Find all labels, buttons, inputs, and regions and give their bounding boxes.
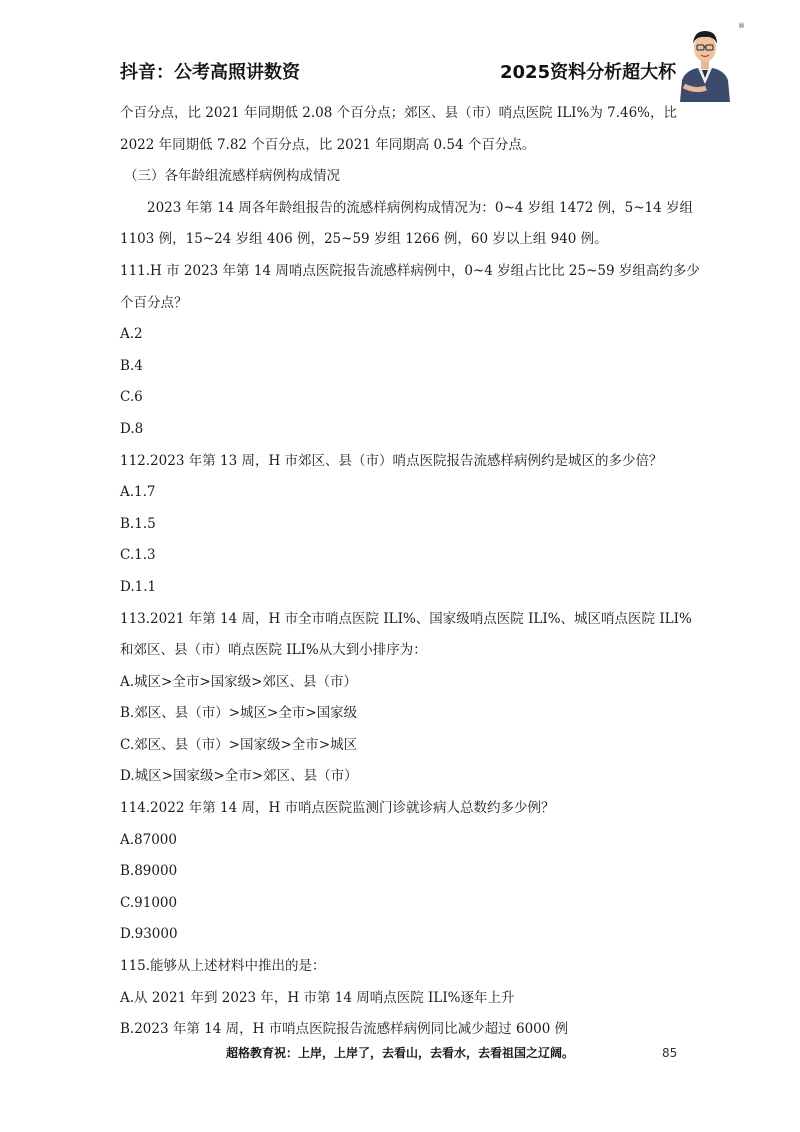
question-114-stem: 114.2022 年第 14 周，H 市哨点医院监测门诊就诊病人总数约多少例？: [120, 800, 555, 817]
paragraph-line-1: 2023 年第 14 周各年龄组报告的流感样病例构成情况为：0~4 岁组 1472 例，5~14 岁组: [147, 199, 693, 216]
page-header: [0, 0, 800, 110]
question-112-option-c: C.1.3: [120, 547, 156, 564]
question-115-option-b: B.2023 年第 14 周，H 市哨点医院报告流感样病例同比减少超过 6000 例: [120, 1021, 569, 1038]
question-114-option-a: A.87000: [120, 831, 177, 848]
question-115-stem: 115.能够从上述材料中推出的是：: [120, 958, 326, 975]
question-112-stem: 112.2023 年第 13 周，H 市郊区、县（市）哨点医院报告流感样病例约是城区的多少倍？: [120, 452, 663, 469]
question-111-stem-2: 个百分点？: [120, 294, 188, 311]
question-113-option-d: D.城区>国家级>全市>郊区、县（市）: [120, 768, 358, 785]
question-111-option-b: B.4: [120, 357, 143, 374]
paragraph-line-2: 1103 例，15~24 岁组 406 例，25~59 岁组 1266 例，60 岁以上组 940 例。: [120, 231, 608, 248]
question-111-option-d: D.8: [120, 420, 144, 437]
footer-motto: 超格教育祝：上岸，上岸了，去看山，去看水，去看祖国之辽阔。: [225, 1046, 574, 1060]
question-112-option-a: A.1.7: [120, 484, 156, 501]
question-113-option-a: A.城区>全市>国家级>郊区、县（市）: [120, 673, 357, 690]
question-111-option-c: C.6: [120, 389, 143, 406]
question-115-option-a: A.从 2021 年到 2023 年，H 市第 14 周哨点医院 ILI%逐年上升: [120, 989, 515, 1006]
question-114-option-c: C.91000: [120, 894, 178, 911]
question-111-option-a: A.2: [120, 326, 143, 343]
question-113-option-c: C.郊区、县（市）>国家级>全市>城区: [120, 736, 358, 753]
question-111-stem-1: 111.H 市 2023 年第 14 周哨点医院报告流感样病例中，0~4 岁组占比比 25~59 岁组高约多少: [120, 262, 700, 279]
question-114-option-d: D.93000: [120, 926, 178, 943]
question-112-option-b: B.1.5: [120, 515, 156, 532]
header-right-title: 2025资料分析超大杯: [500, 62, 677, 83]
question-114-option-b: B.89000: [120, 863, 178, 880]
question-113-stem-2: 和郊区、县（市）哨点医院 ILI%从大到小排序为：: [120, 642, 427, 659]
question-113-stem-1: 113.2021 年第 14 周，H 市全市哨点医院 ILI%、国家级哨点医院 ILI%、城区哨点医院 ILI%: [120, 610, 692, 627]
page-number: 85: [662, 1046, 678, 1060]
trademark-symbol: ®: [738, 22, 745, 30]
header-left-title: 抖音：公考高照讲数资: [120, 62, 300, 83]
intro-line-1: 个百分点，比 2021 年同期低 2.08 个百分点；郊区、县（市）哨点医院 ILI%为 7.46%，比: [120, 105, 678, 121]
section-heading: （三）各年龄组流感样病例构成情况: [124, 168, 340, 185]
question-112-option-d: D.1.1: [120, 578, 157, 595]
document-body: [120, 98, 700, 1046]
presenter-photo: [676, 22, 734, 102]
intro-line-2: 2022 年同期低 7.82 个百分点，比 2021 年同期高 0.54 个百分点。: [120, 136, 536, 153]
question-113-option-b: B.郊区、县（市）>城区>全市>国家级: [120, 705, 358, 722]
